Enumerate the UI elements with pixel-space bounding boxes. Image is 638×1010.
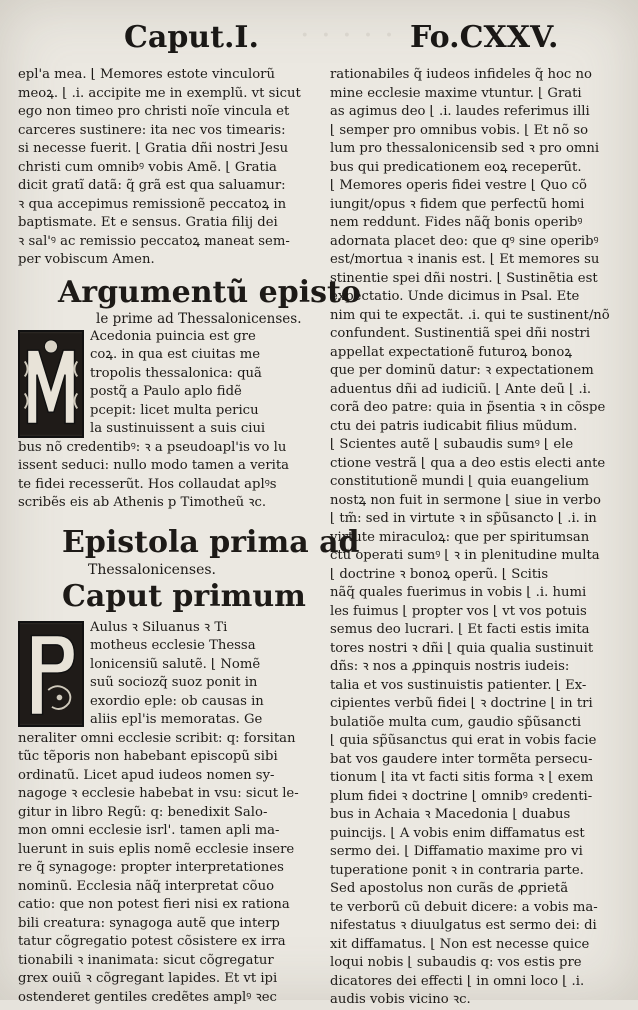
- text-line: nagoge ꝛ ecclesie habebat in vsu: sicut le-: [18, 786, 299, 801]
- decorated-initial-m-icon: [18, 330, 84, 438]
- text-line: stinentie spei dñi nostri. ⌊ Sustinẽtia est: [330, 270, 598, 286]
- text-line: dicit gratĩ datã: q̃ grã est qua saluamur:: [18, 178, 286, 193]
- text-line: tũc tẽporis non habebant episcopũ sibi: [18, 749, 278, 764]
- text-line: tuperatione ponit ꝛ in contraria parte.: [330, 862, 584, 878]
- text-line: est/mortua ꝛ inanis est. ⌊ Et memores su: [330, 252, 600, 267]
- text-line: ⌊ semper pro omnibus vobis. ⌊ Et nõ so: [330, 122, 589, 138]
- text-line: scribẽs eis ab Athenis p Timotheũ ꝛc.: [18, 495, 267, 510]
- text-line: ꝛ qua accepimus remissionẽ peccatoꝝ in: [18, 196, 287, 212]
- text-line: aduentus dñi ad iudiciũ. ⌊ Ante deũ ⌊ .i.: [330, 381, 592, 397]
- text-line: plum fidei ꝛ doctrine ⌊ omnibꝰ credenti-: [330, 788, 593, 804]
- epistle-heading: Epistola prima ad: [62, 524, 360, 560]
- text-line: meoꝝ. ⌊ .i. accipite me in exemplũ. vt sicut: [18, 85, 301, 101]
- text-line: la sustinuissent a suis ciui: [90, 421, 266, 436]
- chapter-block: [18, 619, 314, 1008]
- text-line: ⌊ doctrine ꝛ bonoꝝ operũ. ⌊ Scitis: [330, 566, 549, 582]
- running-title: Caput.I.: [124, 20, 259, 55]
- text-line: luerunt in suis eplis nomẽ ecclesie insere: [18, 841, 295, 857]
- text-line: bulatiõe multa cum, gaudio sp̃ũsancti: [330, 714, 582, 730]
- text-line: grex ouiũ ꝛ cõgregant lapides. Et vt ipi: [18, 971, 278, 986]
- text-line: aliis epl'is memoratas. Ge: [90, 712, 263, 727]
- text-line: re q̃ synagoge: propter interpretationes: [18, 860, 284, 875]
- text-line: ordinatũ. Licet apud iudeos nomen sy-: [18, 767, 275, 783]
- text-line: iungit/opus ꝛ fidem que perfectũ homi: [330, 196, 585, 212]
- text-line: lonicensiũ salutẽ. ⌊ Nomẽ: [90, 656, 261, 672]
- text-line: Aulus ꝛ Siluanus ꝛ Ti: [90, 619, 228, 635]
- text-line: ⌊ quia sp̃ũsanctus qui erat in vobis facie: [330, 733, 597, 748]
- text-line: semus deo lucrari. ⌊ Et facti estis imita: [330, 622, 590, 637]
- text-line: te verborũ cũ debuit dicere: a vobis ma-: [330, 899, 598, 915]
- text-line: suũ sociozq̃ suoz ponit in: [90, 675, 258, 690]
- text-line: bus nõ credentibꝰ: ꝛ a pseudoapl'is vo lu: [18, 439, 287, 455]
- text-line: expectatio. Unde dicimus in Psal. Ete: [330, 289, 580, 304]
- text-line: pcepit: licet multa pericu: [90, 402, 259, 418]
- text-line: tores nostri ꝛ dñi ⌊ quia qualia sustinuit: [330, 640, 594, 656]
- text-line: postq̃ a Paulo aplo fidẽ: [90, 384, 242, 399]
- decorated-initial-p-icon: [18, 621, 84, 727]
- text-line: sermo dei. ⌊ Diffamatio maxime pro vi: [330, 844, 583, 859]
- right-column: [330, 66, 622, 1010]
- text-line: loqui nobis ⌊ subaudis q: vos estis pre: [330, 955, 582, 970]
- epistle-subheading: Thessalonicenses.: [88, 561, 217, 578]
- text-line: carceres sustinere: ita nec vos timearis:: [18, 122, 286, 138]
- text-line: ctu dei patris iudicabit filius mũdum.: [330, 418, 578, 434]
- text-line: constitutionẽ mundi ⌊ quia euangelium: [330, 474, 590, 489]
- text-line: rationabiles q̃ iudeos infideles q̃ hoc no: [330, 67, 592, 82]
- argument-subheading: le prime ad Thessalonicenses.: [96, 310, 302, 327]
- text-line: mine ecclesie maxime vtuntur. ⌊ Grati: [330, 85, 582, 101]
- text-line: nifestatus ꝛ diuulgatus est sermo dei: di: [330, 918, 597, 933]
- text-line: tionum ⌊ ita vt facti sitis forma ꝛ ⌊ exem: [330, 770, 594, 785]
- text-line: bus qui predicationem eoꝝ receperũt.: [330, 159, 582, 175]
- text-line: confundent. Sustinentiã spei dñi nostri: [330, 326, 591, 341]
- text-line: xit diffamatus. ⌊ Non est necesse quice: [330, 936, 590, 952]
- text-line: bili creatura: synagoga autẽ que interp: [18, 915, 280, 931]
- text-line: appellat expectationẽ futuroꝝ bonoꝝ: [330, 344, 572, 360]
- text-line: ⌊ tm̃: sed in virtute ꝛ in sp̃ũsancto ⌊ .i. in: [330, 511, 597, 526]
- left-top-text: [18, 66, 314, 270]
- text-line: christi cum omnibꝰ vobis Amẽ. ⌊ Gratia: [18, 159, 277, 175]
- argument-heading: Argumentũ episto: [58, 274, 361, 310]
- show-through-text: · · · · ·: [300, 18, 395, 53]
- text-line: motheus ecclesie Thessa: [90, 638, 256, 653]
- text-line: dicatores dei effecti ⌊ in omni loco ⌊ .i.: [330, 973, 585, 989]
- text-line: ostenderet gentiles credẽtes amplꝰ ꝛec: [18, 989, 277, 1005]
- text-line: corã deo patre: quia in p̃sentia ꝛ in cõspe: [330, 400, 606, 415]
- text-line: nominũ. Ecclesia nãq̃ interpretat cõuo: [18, 878, 275, 894]
- text-line: exordio eple: ob causas in: [90, 693, 264, 709]
- text-line: tionabili ꝛ inanimata: sicut cõgregatur: [18, 952, 274, 968]
- text-line: ego non timeo pro christi noĩe vincula et: [18, 104, 290, 119]
- text-line: epl'a mea. ⌊ Memores estote vinculorũ: [18, 67, 275, 82]
- text-line: issent seduci: nullo modo tamen a verita: [18, 458, 290, 473]
- text-line: coꝝ. in qua est ciuitas me: [90, 347, 261, 362]
- text-line: lum pro thessalonicensib sed ꝛ pro omni: [330, 141, 600, 156]
- text-line: neraliter omni ecclesie scribit: q: forsitan: [18, 730, 296, 746]
- text-line: cipientes verbũ fidei ⌊ ꝛ doctrine ⌊ in tri: [330, 696, 593, 711]
- text-line: as agimus deo ⌊ .i. laudes referimus illi: [330, 104, 590, 119]
- text-line: nim qui te expectãt. .i. qui te sustinent/nõ: [330, 307, 610, 323]
- text-line: Acedonia puincia est gre: [90, 328, 256, 344]
- text-line: Sed apostolus non curãs de ꝓprietã: [330, 881, 569, 896]
- text-line: baptismate. Et e sensus. Gratia filij dei: [18, 215, 278, 230]
- text-line: audis vobis vicino ꝛc.: [330, 992, 471, 1007]
- text-line: nostꝝ non fuit in sermone ⌊ siue in verbo: [330, 492, 601, 508]
- text-line: ꝛ sal'ꝰ ac remissio peccatoꝝ maneat sem-: [18, 233, 290, 249]
- text-line: talia et vos sustinuistis patienter. ⌊ Ex-: [330, 677, 587, 693]
- text-line: catio: que non potest fieri nisi ex rationa: [18, 897, 290, 912]
- text-line: si necesse fuerit. ⌊ Gratia dñi nostri Jesu: [18, 141, 289, 156]
- text-line: nãq̃ quales fuerimus in vobis ⌊ .i. humi: [330, 585, 587, 600]
- folio-number: Fo.CXXV.: [410, 20, 559, 55]
- text-line: les fuimus ⌊ propter vos ⌊ vt vos potuis: [330, 603, 587, 619]
- text-line: nem reddunt. Fides nãq̃ bonis operibꝰ: [330, 215, 583, 230]
- text-line: ctione vestrã ⌊ qua a deo estis electi ante: [330, 455, 606, 471]
- text-line: bus in Achaia ꝛ Macedonia ⌊ duabus: [330, 807, 571, 822]
- text-line: adornata placet deo: que qꝰ sine operibꝰ: [330, 233, 599, 249]
- text-line: mon omni ecclesie isrl'. tamen apli ma-: [18, 823, 280, 838]
- text-line: bat vos gaudere inter tormẽta persecu-: [330, 751, 593, 767]
- text-line: puincijs. ⌊ A vobis enim diffamatus est: [330, 825, 585, 841]
- text-line: ⌊ Scientes autẽ ⌊ subaudis sumꝰ ⌊ ele: [330, 437, 574, 452]
- text-line: te fidei recesserũt. Hos collaudat aplꝰs: [18, 476, 277, 492]
- left-column: [18, 66, 361, 1007]
- text-line: que per dominũ datur: ꝛ expectationem: [330, 363, 594, 378]
- text-line: gitur in libro Regũ: q: benedixit Salo-: [18, 804, 268, 820]
- text-line: ⌊ Memores operis fidei vestre ⌊ Quo cõ: [330, 178, 587, 193]
- text-line: virtute miraculoꝝ: que per spiritumsan: [330, 529, 590, 545]
- text-line: tropolis thessalonica: quã: [90, 365, 262, 381]
- chapter-heading: Caput primum: [62, 578, 306, 614]
- text-line: tatur cõgregatio potest cõsistere ex irra: [18, 934, 286, 949]
- text-line: ctũ operati sumꝰ ⌊ ꝛ in plenitudine multa: [330, 548, 600, 563]
- text-line: per vobiscum Amen.: [18, 252, 155, 267]
- text-line: dñs: ꝛ nos a ꝓpinquis nostris iudeis:: [330, 659, 570, 674]
- argument-block: [18, 328, 314, 513]
